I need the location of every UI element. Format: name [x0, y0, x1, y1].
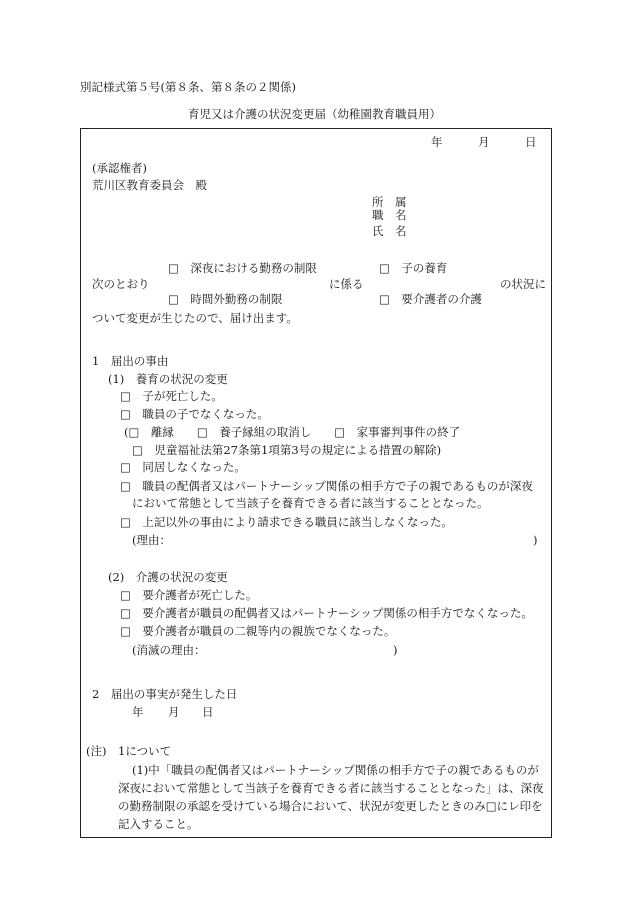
care-reason-close: ) — [393, 643, 398, 657]
section2-heading: 2 届出の事実が発生した日 — [92, 687, 238, 701]
care-item-not-spouse[interactable]: □ 要介護者が職員の配偶者又はパートナーシップ関係の相手方でなくなった。 — [120, 606, 533, 620]
statement-suffix: の状況に — [500, 277, 546, 291]
applicant-name-label: 氏 名 — [372, 224, 407, 238]
date-day: 日 — [525, 135, 537, 149]
statement-connector: に係る — [329, 277, 364, 291]
care-item-not-relative[interactable]: □ 要介護者が職員の二親等内の親族でなくなった。 — [120, 624, 396, 638]
occurrence-date-year: 年 — [132, 705, 144, 719]
recipient-label: (承認権者) — [92, 161, 147, 175]
occurrence-date-day: 日 — [202, 705, 214, 719]
note-line: 記入すること。 — [118, 817, 199, 831]
recipient-name: 荒川区教育委員会 殿 — [92, 178, 207, 192]
option-nursing-care[interactable]: □ 要介護者の介護 — [379, 292, 482, 306]
form-title: 育児又は介護の状況変更届（幼稚園教育職員用） — [188, 107, 441, 121]
date-month: 月 — [478, 135, 490, 149]
childcare-reason-close: ) — [533, 533, 538, 547]
option-late-night-limit[interactable]: □ 深夜における勤務の制限 — [168, 261, 317, 275]
note-line: (1)中「職員の配偶者又はパートナーシップ関係の相手方で子の親であるものが — [132, 763, 539, 777]
care-reason-label: (消滅の理由： — [132, 643, 206, 657]
applicant-affiliation-label: 所 属 — [372, 195, 407, 209]
childcare-item-dissolution-options[interactable]: (□ 離縁 □ 養子縁組の取消し □ 家事審判事件の終了 — [124, 425, 461, 439]
childcare-item-other-reason[interactable]: □ 上記以外の事由により請求できる職員に該当しなくなった。 — [120, 515, 453, 529]
childcare-item-not-child[interactable]: □ 職員の子でなくなった。 — [120, 407, 269, 421]
note-label: (注) — [86, 744, 107, 758]
section1-heading: 1 届出の事由 — [92, 354, 169, 368]
note-line: 深夜において常態として当該子を養育できる者に該当することとなった」は、深夜 — [118, 781, 544, 795]
section1-sub2-heading: (2) 介護の状況の変更 — [108, 570, 228, 584]
option-child-rearing[interactable]: □ 子の養育 — [379, 261, 448, 275]
childcare-item-spouse-can-care-cont: において常態として当該子を養育できる者に該当することとなった。 — [132, 496, 489, 510]
childcare-item-spouse-can-care[interactable]: □ 職員の配偶者又はパートナーシップ関係の相手方で子の親であるものが深夜 — [120, 479, 533, 493]
date-year: 年 — [431, 135, 443, 149]
note-line: の勤務制限の承認を受けている場合において、状況が変更したときのみ□にレ印を — [118, 799, 543, 813]
note-heading: 1について — [118, 744, 172, 758]
childcare-reason-label: (理由： — [132, 533, 171, 547]
statement-prefix: 次のとおり — [92, 277, 150, 291]
section1-sub1-heading: (1) 養育の状況の変更 — [108, 372, 228, 386]
care-item-death[interactable]: □ 要介護者が死亡した。 — [120, 588, 258, 602]
childcare-item-no-cohabitation[interactable]: □ 同居しなくなった。 — [120, 460, 246, 474]
applicant-position-label: 職 名 — [372, 208, 407, 222]
form-reference: 別記様式第５号(第８条、第８条の２関係) — [80, 80, 296, 94]
statement-line2: ついて変更が生じたので、届け出ます。 — [92, 311, 298, 325]
childcare-item-death[interactable]: □ 子が死亡した。 — [120, 389, 223, 403]
occurrence-date-month: 月 — [168, 705, 180, 719]
childcare-item-welfare-measure[interactable]: □ 児童福祉法第27条第1項第3号の規定による措置の解除) — [132, 443, 442, 457]
option-overtime-limit[interactable]: □ 時間外勤務の制限 — [168, 292, 283, 306]
